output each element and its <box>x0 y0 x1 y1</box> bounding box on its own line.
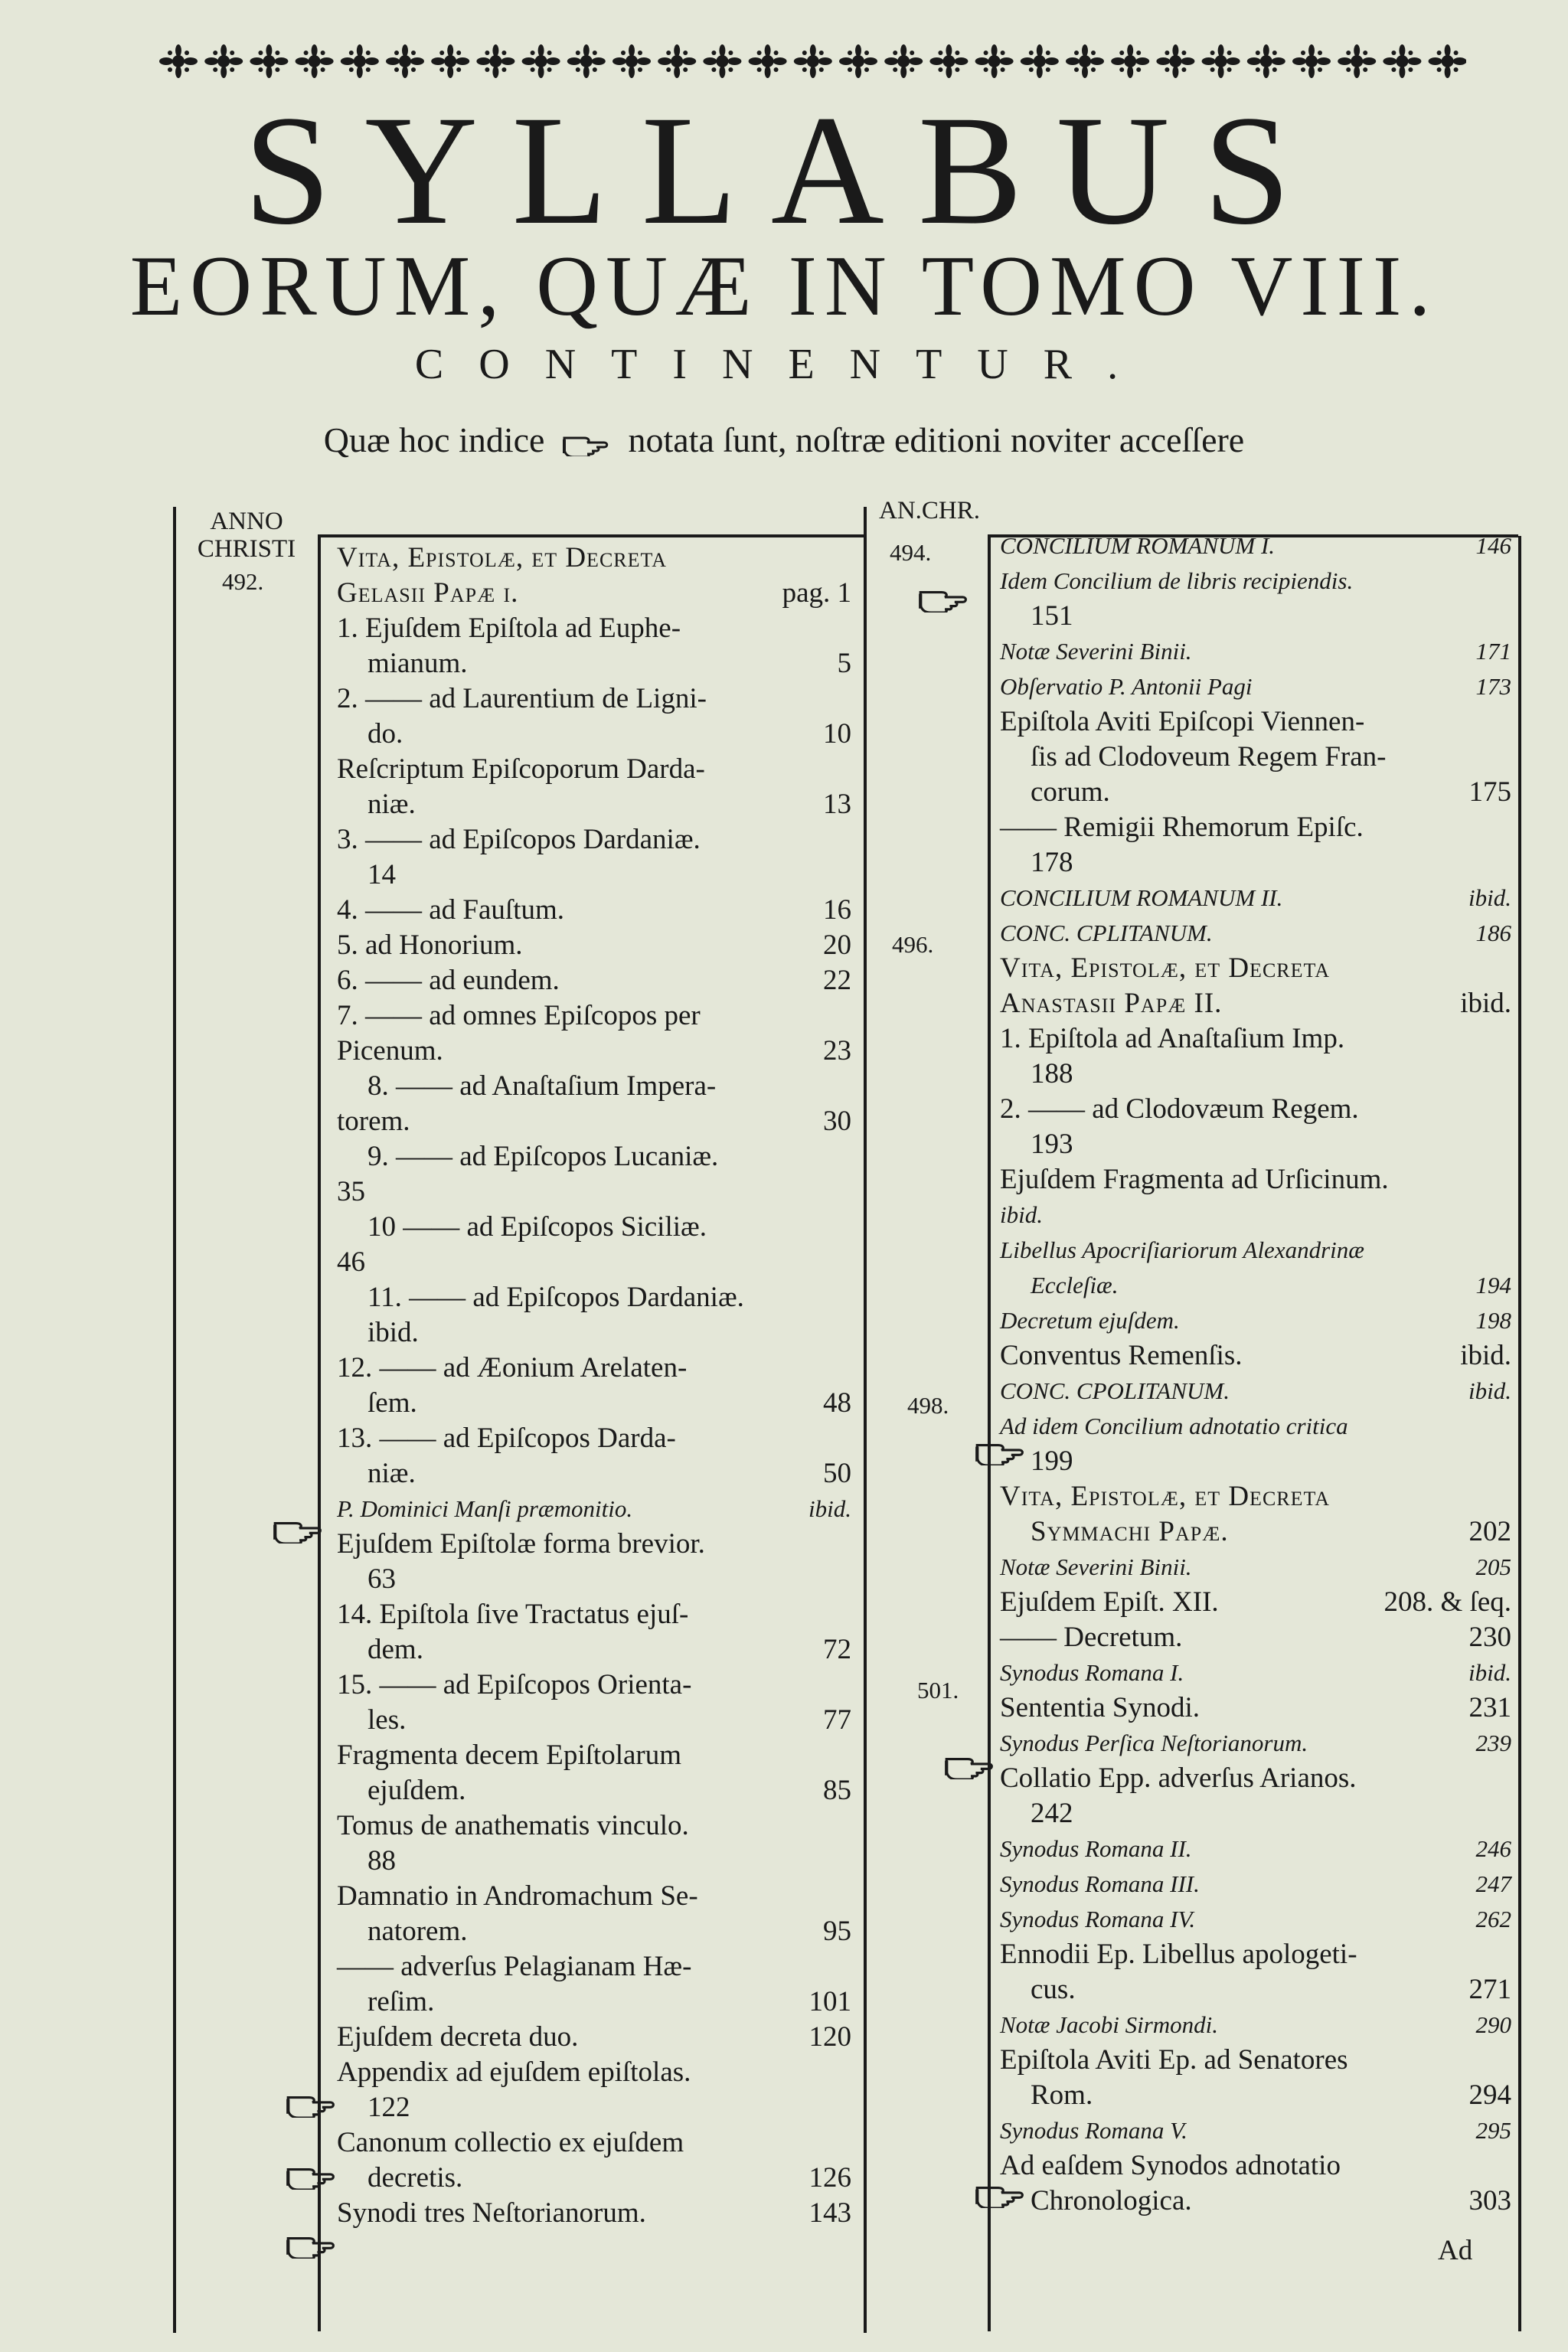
pointing-hand-icon <box>943 1750 997 1779</box>
index-entry <box>337 1280 851 1315</box>
index-entry <box>1000 1021 1511 1057</box>
index-entry <box>337 1386 851 1421</box>
entry-title: Ejuſdem Epiſtolæ forma brevior. <box>337 1528 705 1560</box>
entry-title: Vita, Epistolæ, et Decreta <box>1000 952 1331 984</box>
entry-page: 85 <box>823 1775 851 1806</box>
fleuron-icon <box>1292 44 1331 78</box>
index-entry <box>337 1491 851 1527</box>
index-entry <box>1000 1303 1511 1338</box>
entry-page: 239 <box>1475 1730 1511 1756</box>
index-entry <box>1000 1162 1511 1197</box>
index-entry <box>1000 1197 1511 1233</box>
page-title: SYLLABUS <box>243 83 1325 257</box>
entry-title: 4. —— ad Fauſtum. <box>337 894 565 926</box>
entry-title: CONCILIUM ROMANUM I. <box>1000 532 1276 559</box>
index-entry <box>1000 1690 1511 1726</box>
entry-title: dem. <box>368 1634 423 1665</box>
entry-page: 290 <box>1475 2011 1511 2038</box>
left-entries <box>337 541 851 2231</box>
index-entry <box>337 576 851 611</box>
entry-title: 2. —— ad Laurentium de Ligni- <box>337 683 707 714</box>
index-entry <box>1000 845 1511 880</box>
entry-title: Synodus Romana I. <box>1000 1659 1184 1686</box>
year-label: 492. <box>222 568 264 595</box>
entry-page: 175 <box>1468 776 1511 808</box>
entry-title: Damnatio in Andromachum Se- <box>337 1880 698 1912</box>
entry-title: 178 <box>1031 847 1073 878</box>
fleuron-icon <box>1066 44 1104 78</box>
index-entry <box>1000 2113 1511 2148</box>
entry-page: 294 <box>1468 2079 1511 2111</box>
catchword: Ad <box>1438 2235 1473 2266</box>
editorial-note <box>0 420 1568 459</box>
fleuron-icon <box>794 44 832 78</box>
entry-title: Synodus Romana II. <box>1000 1835 1192 1862</box>
index-entry <box>337 646 851 681</box>
entry-title: 35 <box>337 1176 365 1207</box>
entry-page: 295 <box>1475 2117 1511 2144</box>
entry-title: Ejuſdem Epiſt. XII. <box>1000 1586 1219 1618</box>
fleuron-icon <box>749 44 787 78</box>
entry-title: Eccleſiæ. <box>1031 1272 1119 1298</box>
entry-title: niæ. <box>368 789 416 820</box>
fleuron-icon <box>1429 44 1466 78</box>
index-entry <box>1000 2148 1511 2184</box>
entry-page: 126 <box>808 2162 851 2194</box>
entry-title: corum. <box>1031 776 1110 808</box>
entry-title: 151 <box>1031 600 1073 632</box>
index-entry <box>1000 564 1511 599</box>
entry-title: 14. Epiſtola ſive Tractatus ejuſ- <box>337 1599 689 1630</box>
entry-page: 146 <box>1475 532 1511 559</box>
entry-title: Rom. <box>1031 2079 1093 2111</box>
index-entry <box>337 928 851 963</box>
entry-page: 202 <box>1468 1516 1511 1547</box>
fleuron-icon <box>1021 44 1059 78</box>
index-entry <box>1000 1057 1511 1092</box>
index-entry <box>337 1210 851 1245</box>
index-entry <box>1000 2007 1511 2043</box>
index-entry <box>337 1104 851 1139</box>
fleuron-icon <box>204 44 243 78</box>
index-entry <box>337 541 851 576</box>
index-entry <box>337 2055 851 2090</box>
index-entry <box>337 1245 851 1280</box>
index-entry <box>337 1984 851 2020</box>
entry-title: 88 <box>368 1845 396 1877</box>
note-before: Quæ hoc indice <box>323 420 545 459</box>
entry-title: 46 <box>337 1246 365 1278</box>
entry-page: ibid. <box>808 1495 851 1522</box>
right-col-heading: AN.CHR. <box>878 497 981 524</box>
entry-title: Conventus Remenſis. <box>1000 1340 1243 1371</box>
fleuron-icon <box>1247 44 1285 78</box>
entry-title: cus. <box>1031 1974 1076 2005</box>
entry-title: 5. ad Honorium. <box>337 929 523 961</box>
index-entry <box>1000 704 1511 740</box>
entry-title: do. <box>368 718 403 750</box>
entry-title: 12. —— ad Æonium Arelaten- <box>337 1352 688 1383</box>
entry-page: 13 <box>823 789 851 820</box>
entry-title: Sententia Synodi. <box>1000 1692 1200 1723</box>
index-entry <box>337 681 851 717</box>
entry-page: 186 <box>1475 920 1511 946</box>
entry-page: 194 <box>1475 1272 1511 1298</box>
entry-title: decretis. <box>368 2162 463 2194</box>
entry-title: mianum. <box>368 648 468 679</box>
entry-title: Ejuſdem Fragmenta ad Urſicinum. <box>1000 1164 1389 1195</box>
year-label: 498. <box>907 1392 949 1419</box>
fleuron-icon <box>975 44 1014 78</box>
entry-page: 101 <box>808 1986 851 2017</box>
entry-title: Decretum ejuſdem. <box>1000 1307 1180 1334</box>
entry-page: 16 <box>823 894 851 926</box>
fleuron-icon <box>296 44 334 78</box>
entry-title: les. <box>368 1704 407 1736</box>
entry-page: 20 <box>823 929 851 961</box>
index-entry <box>1000 740 1511 775</box>
index-entry <box>337 717 851 752</box>
index-entry <box>337 2196 851 2231</box>
left-top-rule <box>318 534 864 537</box>
entry-page: ibid. <box>1460 1340 1511 1371</box>
pointing-hand-icon <box>285 2161 338 2190</box>
entry-page: 171 <box>1475 638 1511 665</box>
entry-title: Synodus Romana V. <box>1000 2117 1187 2144</box>
index-entry <box>1000 1831 1511 1867</box>
index-entry <box>1000 1233 1511 1268</box>
index-entry <box>337 1034 851 1069</box>
entry-title: Ad eaſdem Synodos adnotatio <box>1000 2150 1341 2181</box>
fleuron-icon <box>1202 44 1240 78</box>
entry-title: Symmachi Papæ. <box>1031 1516 1229 1547</box>
entry-title: reſim. <box>368 1986 435 2017</box>
entry-title: 13. —— ad Epiſcopos Darda- <box>337 1423 676 1454</box>
index-entry <box>337 1668 851 1703</box>
index-entry <box>1000 986 1511 1021</box>
entry-title: 14 <box>368 859 396 890</box>
index-entry <box>337 1844 851 1879</box>
fleuron-icon <box>159 44 198 78</box>
entry-page: 143 <box>808 2197 851 2229</box>
index-entry <box>337 1773 851 1808</box>
index-entry <box>1000 634 1511 669</box>
entry-title: CONC. CPOLITANUM. <box>1000 1377 1230 1404</box>
index-entry <box>1000 810 1511 845</box>
entry-page: 77 <box>823 1704 851 1736</box>
index-entry <box>1000 669 1511 704</box>
index-entry <box>337 858 851 893</box>
index-entry <box>1000 1479 1511 1514</box>
index-entry <box>337 1174 851 1210</box>
index-entry <box>1000 528 1511 564</box>
fleuron-icon <box>1383 44 1421 78</box>
entry-page: 230 <box>1468 1622 1511 1653</box>
fleuron-icon <box>567 44 606 78</box>
entry-title: Notæ Jacobi Sirmondi. <box>1000 2011 1219 2038</box>
entry-title: Canonum collectio ex ejuſdem <box>337 2127 684 2158</box>
entry-title: P. Dominici Manſi præmonitio. <box>337 1495 633 1522</box>
entry-title: Libellus Apocriſiariorum Alexandrinæ <box>1000 1236 1364 1263</box>
index-entry <box>1000 1972 1511 2007</box>
entry-title: 193 <box>1031 1129 1073 1160</box>
entry-title: natorem. <box>368 1916 468 1947</box>
entry-title: Obſervatio P. Antonii Pagi <box>1000 673 1253 700</box>
left-inner-rule <box>318 536 321 2331</box>
year-label: 501. <box>917 1677 959 1704</box>
entry-page: 48 <box>823 1387 851 1419</box>
index-entry <box>1000 1655 1511 1690</box>
index-entry <box>337 1632 851 1668</box>
index-entry <box>1000 1550 1511 1585</box>
fleuron-icon <box>658 44 696 78</box>
entry-title: Vita, Epistolæ, et Decreta <box>1000 1481 1331 1512</box>
entry-title: 122 <box>368 2092 410 2123</box>
entry-page: 173 <box>1475 673 1511 700</box>
index-entry <box>337 1879 851 1914</box>
fleuron-border-icon <box>157 40 1466 83</box>
entry-title: 15. —— ad Epiſcopos Orienta- <box>337 1669 692 1700</box>
entry-title: Vita, Epistolæ, et Decreta <box>337 542 668 573</box>
index-entry <box>1000 1726 1511 1761</box>
index-entry <box>337 822 851 858</box>
entry-title: 63 <box>368 1563 396 1595</box>
entry-title: CONC. CPLITANUM. <box>1000 920 1213 946</box>
entry-title: 188 <box>1031 1058 1073 1089</box>
entry-page: ibid. <box>1460 988 1511 1019</box>
index-entry <box>337 1315 851 1351</box>
center-rule-a <box>864 507 867 2333</box>
entry-title: Ad idem Concilium adnotatio critica <box>1000 1413 1348 1439</box>
pointing-hand-icon <box>285 2089 338 2118</box>
index-entry <box>1000 1796 1511 1831</box>
pointing-hand-icon <box>285 2230 338 2259</box>
entry-page: 72 <box>823 1634 851 1665</box>
index-entry <box>1000 1409 1511 1444</box>
index-entry <box>337 963 851 998</box>
pointing-hand-icon <box>561 430 612 456</box>
index-entry <box>337 1351 851 1386</box>
entry-title: Ejuſdem decreta duo. <box>337 2021 579 2053</box>
entry-page: 22 <box>823 965 851 996</box>
fleuron-icon <box>386 44 424 78</box>
index-entry <box>1000 1902 1511 1937</box>
entry-title: ejuſdem. <box>368 1775 466 1806</box>
entry-title: ſis ad Clodoveum Regem Fran- <box>1031 741 1387 773</box>
entry-title: Epiſtola Aviti Epiſcopi Viennen- <box>1000 706 1365 737</box>
index-entry <box>337 1527 851 1562</box>
fleuron-icon <box>703 44 741 78</box>
entry-page: 95 <box>823 1916 851 1947</box>
index-entry <box>337 1949 851 1984</box>
entry-title: Anastasii Papæ II. <box>1000 988 1223 1019</box>
index-entry <box>1000 2043 1511 2078</box>
index-entry <box>1000 1092 1511 1127</box>
entry-page: 208. & ſeq. <box>1383 1586 1511 1618</box>
entry-title: Fragmenta decem Epiſtolarum <box>337 1740 682 1771</box>
entry-page: 198 <box>1475 1307 1511 1334</box>
entry-title: ibid. <box>1000 1201 1043 1228</box>
entry-title: niæ. <box>368 1458 416 1489</box>
index-entry <box>1000 1585 1511 1620</box>
entry-title: Idem Concilium de libris recipiendis. <box>1000 567 1354 594</box>
year-label: 494. <box>890 539 932 566</box>
index-entry <box>1000 1127 1511 1162</box>
index-entry <box>1000 951 1511 986</box>
index-entry <box>1000 775 1511 810</box>
entry-title: 1. Ejuſdem Epiſtola ad Euphe- <box>337 612 681 644</box>
left-outer-rule <box>173 507 176 2333</box>
entry-page: 247 <box>1475 1870 1511 1897</box>
index-entry <box>337 1421 851 1456</box>
index-entry <box>1000 916 1511 951</box>
entry-title: Picenum. <box>337 1035 443 1067</box>
entry-page: 205 <box>1475 1553 1511 1580</box>
entry-title: Notæ Severini Binii. <box>1000 638 1192 665</box>
index-entry <box>337 752 851 787</box>
entry-page: 231 <box>1468 1692 1511 1723</box>
index-entry <box>1000 880 1511 916</box>
left-col-heading <box>178 508 315 563</box>
index-entry <box>1000 1374 1511 1409</box>
entry-title: Synodus Perſica Neſtorianorum. <box>1000 1730 1308 1756</box>
entry-title: 3. —— ad Epiſcopos Dardaniæ. <box>337 824 701 855</box>
entry-title: ibid. <box>368 1317 419 1348</box>
right-entries <box>1000 528 1511 2219</box>
index-entry <box>1000 2184 1511 2219</box>
index-entry <box>337 998 851 1034</box>
entry-page: 50 <box>823 1458 851 1489</box>
fleuron-icon <box>1156 44 1194 78</box>
entry-title: Synodus Romana IV. <box>1000 1906 1196 1932</box>
fleuron-icon <box>1338 44 1376 78</box>
fleuron-icon <box>250 44 288 78</box>
entry-page: 262 <box>1475 1906 1511 1932</box>
index-entry <box>337 2125 851 2161</box>
entry-title: 7. —— ad omnes Epiſcopos per <box>337 1000 701 1031</box>
index-entry <box>337 787 851 822</box>
entry-title: ſem. <box>368 1387 417 1419</box>
entry-page: 246 <box>1475 1835 1511 1862</box>
entry-title: 199 <box>1031 1446 1073 1477</box>
index-entry <box>337 611 851 646</box>
entry-title: 8. —— ad Anaſtaſium Impera- <box>368 1070 717 1102</box>
index-entry <box>337 1738 851 1773</box>
entry-title: 242 <box>1031 1798 1073 1829</box>
index-entry <box>1000 1937 1511 1972</box>
entry-page: 303 <box>1468 2185 1511 2216</box>
entry-title: Synodi tres Neſtorianorum. <box>337 2197 646 2229</box>
entry-title: 2. —— ad Clodovæum Regem. <box>1000 1093 1359 1125</box>
continentur-line: CONTINENTUR. <box>414 341 1154 388</box>
entry-title: 11. —— ad Epiſcopos Dardaniæ. <box>368 1282 744 1313</box>
pointing-hand-icon <box>917 583 971 612</box>
fleuron-icon <box>612 44 651 78</box>
fleuron-icon <box>839 44 877 78</box>
pointing-hand-icon <box>272 1514 325 1544</box>
note-after: notata ſunt, noſtræ editioni noviter acceſſere <box>628 420 1245 459</box>
heading-christi: CHRISTI <box>197 534 296 563</box>
entry-title: Epiſtola Aviti Ep. ad Senatores <box>1000 2044 1348 2076</box>
entry-title: Collatio Epp. adverſus Arianos. <box>1000 1762 1357 1794</box>
entry-title: 10 —— ad Epiſcopos Siciliæ. <box>368 1211 707 1243</box>
entry-title: Ennodii Ep. Libellus apologeti- <box>1000 1939 1357 1970</box>
index-entry <box>337 1562 851 1597</box>
index-entry <box>1000 2078 1511 2113</box>
index-entry <box>1000 1514 1511 1550</box>
entry-page: 23 <box>823 1035 851 1067</box>
entry-page: ibid. <box>1468 1377 1511 1404</box>
fleuron-icon <box>431 44 469 78</box>
entry-title: Tomus de anathematis vinculo. <box>337 1810 689 1841</box>
index-entry <box>1000 1867 1511 1902</box>
entry-page: ibid. <box>1468 1659 1511 1686</box>
entry-page: 30 <box>823 1106 851 1137</box>
index-entry <box>337 1069 851 1104</box>
right-outer-rule <box>1518 536 1521 2331</box>
entry-title: Synodus Romana III. <box>1000 1870 1200 1897</box>
index-entry <box>1000 1761 1511 1796</box>
entry-page: 271 <box>1468 1974 1511 2005</box>
page-subtitle: EORUM, QUÆ IN TOMO VIII. <box>129 239 1439 334</box>
index-entry <box>1000 599 1511 634</box>
heading-anno: ANNO <box>210 508 283 535</box>
entry-page: 5 <box>837 648 851 679</box>
fleuron-icon <box>1111 44 1149 78</box>
entry-title: 6. —— ad eundem. <box>337 965 560 996</box>
center-rule-b <box>988 536 991 2331</box>
index-entry <box>337 1597 851 1632</box>
fleuron-icon <box>884 44 923 78</box>
entry-title: —— Decretum. <box>1000 1622 1183 1653</box>
entry-page: 10 <box>823 718 851 750</box>
entry-title: Reſcriptum Epiſcoporum Darda- <box>337 753 705 785</box>
entry-title: Gelasii Papæ i. <box>337 577 519 609</box>
entry-page: pag. 1 <box>782 577 851 609</box>
index-entry <box>337 1914 851 1949</box>
index-entry <box>337 2090 851 2125</box>
year-label: 496. <box>892 931 934 958</box>
index-entry <box>337 1456 851 1491</box>
entry-page: 120 <box>808 2021 851 2053</box>
fleuron-icon <box>929 44 968 78</box>
entry-title: torem. <box>337 1106 410 1137</box>
entry-title: —— adverſus Pelagianam Hæ- <box>337 1951 692 1982</box>
index-entry <box>337 1808 851 1844</box>
index-entry <box>1000 1620 1511 1655</box>
index-entry <box>337 2161 851 2196</box>
entry-title: 1. Epiſtola ad Anaſtaſium Imp. <box>1000 1023 1345 1054</box>
entry-title: Notæ Severini Binii. <box>1000 1553 1192 1580</box>
fleuron-icon <box>341 44 379 78</box>
index-entry <box>337 1703 851 1738</box>
entry-title: Appendix ad ejuſdem epiſtolas. <box>337 2056 691 2088</box>
index-entry <box>1000 1338 1511 1374</box>
entry-title: Chronologica. <box>1031 2185 1192 2216</box>
fleuron-icon <box>476 44 514 78</box>
index-entry <box>337 2020 851 2055</box>
index-entry <box>337 893 851 928</box>
entry-title: —— Remigii Rhemorum Epiſc. <box>1000 812 1364 843</box>
entry-title: CONCILIUM ROMANUM II. <box>1000 884 1283 911</box>
entry-title: 9. —— ad Epiſcopos Lucaniæ. <box>368 1141 719 1172</box>
index-entry <box>1000 1444 1511 1479</box>
entry-page: ibid. <box>1468 884 1511 911</box>
index-entry <box>1000 1268 1511 1303</box>
fleuron-icon <box>522 44 560 78</box>
index-entry <box>337 1139 851 1174</box>
